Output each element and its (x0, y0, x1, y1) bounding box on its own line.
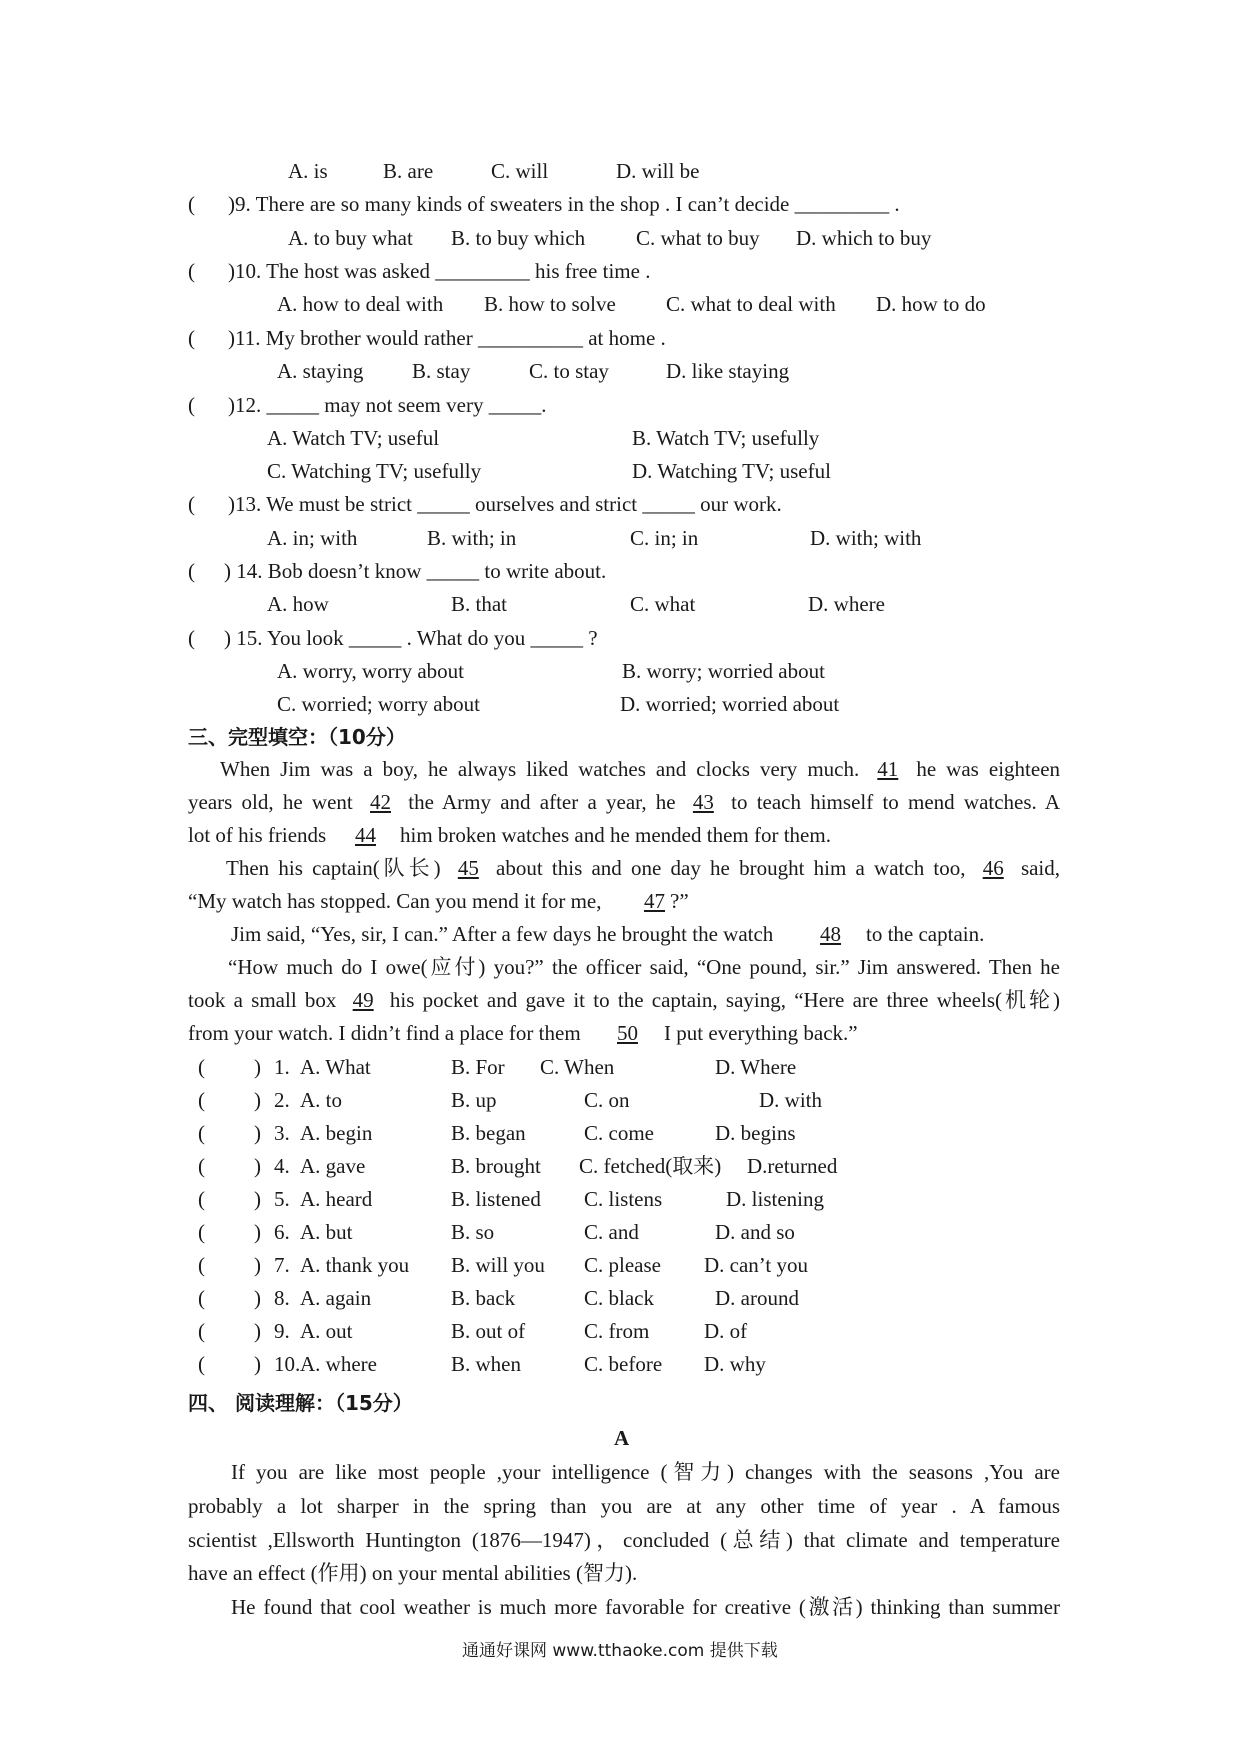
answer-paren[interactable]: ( (188, 326, 195, 350)
reading-paragraph-line: He found that cool weather is much more favorable for creative (激活) thinking than summer (231, 1595, 1060, 1619)
footer-text: 通通好课网 www.tthaoke.com 提供下载 (462, 1641, 778, 1661)
item-number: 7. (274, 1253, 290, 1277)
option: C. please (584, 1253, 661, 1277)
question-stem: )9. There are so many kinds of sweaters in the shop . I can’t decide _________ . (228, 192, 900, 216)
option: B. listened (451, 1187, 541, 1211)
option: C. listens (584, 1187, 663, 1211)
option: B. worry; worried about (622, 659, 825, 683)
option: C. on (584, 1088, 630, 1112)
blank-number: 48 (820, 922, 841, 946)
answer-paren[interactable]: ( (188, 192, 195, 216)
option: C. come (584, 1121, 654, 1145)
answer-paren[interactable]: ( (198, 1154, 205, 1178)
answer-paren[interactable]: ( (198, 1055, 205, 1079)
answer-paren[interactable]: ( (188, 492, 195, 516)
option: C. worried; worry about (277, 692, 480, 716)
item-number: 8. (274, 1286, 290, 1310)
option: A. again (300, 1286, 372, 1310)
option: D. how to do (876, 292, 986, 316)
option: D. with (759, 1088, 822, 1112)
option: B. brought (451, 1154, 541, 1178)
answer-paren[interactable]: ( (188, 259, 195, 283)
answer-paren[interactable]: ( (188, 559, 195, 583)
reading-paragraph-line: probably a lot sharper in the spring than you are at any other time of year . A famous (188, 1494, 1060, 1518)
option: D. where (808, 592, 885, 616)
question-stem: )13. We must be strict _____ ourselves and strict _____ our work. (228, 492, 782, 516)
option: C. in; in (630, 526, 699, 550)
option: C. fetched(取来) (579, 1154, 722, 1178)
option: D. why (704, 1352, 766, 1376)
option: C. black (584, 1286, 654, 1310)
option: A. Watch TV; useful (267, 426, 440, 450)
option: A. in; with (267, 526, 358, 550)
cloze-paragraph-line: Then his captain(队长) 45 about this and one day he brought him a watch too, 46 said, (226, 856, 1061, 880)
option: A. how (267, 592, 329, 616)
answer-paren-close: ) (254, 1088, 261, 1112)
cloze-paragraph-line: took a small box 49 his pocket and gave it to the captain, saying, “Here are three wheels(机轮) (188, 988, 1060, 1012)
option: B. to buy which (451, 226, 586, 250)
option: A. begin (300, 1121, 373, 1145)
option: A. gave (300, 1154, 366, 1178)
blank-number: 44 (355, 823, 376, 847)
option: C. will (491, 159, 549, 183)
option: B. how to solve (484, 292, 616, 316)
option: A. to (300, 1088, 342, 1112)
option: D. like staying (666, 359, 790, 383)
option: A. staying (277, 359, 364, 383)
option: D. Watching TV; useful (632, 459, 831, 483)
option: B. when (451, 1352, 521, 1376)
item-number: 1. (274, 1055, 290, 1079)
item-number: 5. (274, 1187, 290, 1211)
option: A. heard (300, 1187, 373, 1211)
section-heading-text: 四、 阅读理解：（15分） (188, 1391, 413, 1415)
option: B. are (383, 159, 434, 183)
answer-paren[interactable]: ( (198, 1187, 205, 1211)
answer-paren[interactable]: ( (198, 1319, 205, 1343)
option: D. worried; worried about (620, 692, 840, 716)
blank-number: 46 (982, 856, 1004, 880)
item-number: 10. (274, 1352, 301, 1376)
answer-paren-close: ) (254, 1253, 261, 1277)
option: B. began (451, 1121, 526, 1145)
item-number: 3. (274, 1121, 290, 1145)
answer-paren[interactable]: ( (198, 1088, 205, 1112)
option: B. with; in (427, 526, 517, 550)
option: D. around (715, 1286, 799, 1310)
blank-number: 41 (877, 757, 899, 781)
option: D. with; with (810, 526, 922, 550)
question-stem: )11. My brother would rather __________ at home . (228, 326, 666, 350)
option: A. where (300, 1352, 377, 1376)
option: B. back (451, 1286, 516, 1310)
option: B. stay (412, 359, 471, 383)
answer-paren-close: ) (254, 1286, 261, 1310)
blank-number: 45 (457, 856, 479, 880)
answer-paren[interactable]: ( (188, 393, 195, 417)
question-stem: )12. _____ may not seem very _____. (228, 393, 547, 417)
option: D. of (704, 1319, 748, 1343)
option: B. For (451, 1055, 505, 1079)
option: A. out (300, 1319, 353, 1343)
reading-paragraph-line: scientist ,Ellsworth Huntington (1876—1947)，concluded (总结) that climate and temperature (188, 1528, 1060, 1552)
answer-paren[interactable]: ( (198, 1286, 205, 1310)
option: B. up (451, 1088, 497, 1112)
option: A. What (300, 1055, 371, 1079)
option: B. so (451, 1220, 495, 1244)
blank-number: 42 (370, 790, 391, 814)
option: C. When (540, 1055, 615, 1079)
option: D. and so (715, 1220, 795, 1244)
answer-paren[interactable]: ( (198, 1352, 205, 1376)
blank-number: 49 (352, 988, 374, 1012)
cloze-paragraph-line: When Jim was a boy, he always liked watches and clocks very much. 41 he was eighteen (220, 757, 1061, 781)
option: A. thank you (300, 1253, 410, 1277)
section-heading-text: 三、完型填空：（10分） (188, 725, 406, 749)
answer-paren[interactable]: ( (198, 1121, 205, 1145)
option: A. worry, worry about (277, 659, 465, 683)
option: C. what to deal with (666, 292, 836, 316)
option: C. what (630, 592, 696, 616)
answer-paren[interactable]: ( (188, 626, 195, 650)
item-number: 2. (274, 1088, 290, 1112)
option: C. to stay (529, 359, 609, 383)
option: B. will you (451, 1253, 545, 1277)
blank-number: 47 (644, 889, 665, 913)
option: D. Where (715, 1055, 797, 1079)
cloze-paragraph-line: “How much do I owe(应付) you?” the officer said, “One pound, sir.” Jim answered. Then he (228, 955, 1060, 979)
option: B. that (451, 592, 507, 616)
blank-number: 43 (692, 790, 714, 814)
answer-paren-close: ) (254, 1121, 261, 1145)
item-number: 6. (274, 1220, 290, 1244)
exam-page: A. is B. are C. will D. will be ( )9. There are so many kinds of sweaters in the shop . I can’t decide _________ . A. to buy what B. to buy which C. what to buy D. which to buy ( )10. The host was asked _________ his free time . A. how to deal with B. how to solve C. what to deal with D. how to do ( )11. My brother would rather __________ at home . A. staying B. stay C. to stay D. like staying ( )12. _____ may not seem very _____. A. Watch TV; useful B. Watch TV; usefully C. Watching TV; usefully D. Watching TV; useful ( )13. We must be strict _____ ourselves and strict _____ our work. A. in; with B. with; in C. in; in D. with; with ( ) 14. Bob doesn’t know _____ to write about. A. how B. that C. what D. where ( ) 15. You look _____ . What do you _____ ? A. worry, worry about B. worry; worried about C. worried; worry about D. worried; worried about 三、完型填空：（10分） When Jim was a boy, he always liked watches and clocks very much. 41 he was eighteen years old, he went 42 the Army and after a year, he 43 to teach himself to mend watches. A lot of his friends 44 him broken watches and he mended them for them. Then his captain(队长) 45 about this and one day he brought him a watch too, 46 said, “My watch has stopped. Can you mend it for me, 47 ?” Jim said, “Yes, sir, I can.” After a few days he brought the watch 48 to the captain. “How much do I owe(应付) you?” the officer said, “One pound, sir.” Jim answered. Then he took a small box 49 his pocket and gave it to the captain, saying, “Here are three wheels(机轮) from your watch. I didn’t find a place for them 50 I put everything back.” ( ) 1. A. What B. For C. When D. Where ( ) 2. A. to B. up C. on D. with ( ) 3. A. begin B. began C. come D. begins ( ) 4. A. gave B. brought C. fetched(取来) D.returned ( ) 5. A. heard B. listened C. listens D. listening ( ) 6. A. but B. so C. and D. and so ( ) 7. A. thank you B. will you C. please D. can’t you ( ) 8. A. again B. back C. black D. around ( ) 9. A. out B. out of C. from D. of ( ) 10. A. where B. when C. before D. why 四、 阅读理解：（15分） A If you are like most people ,your intelligence (智力) changes with the seasons ,You are probably a lot sharper in the spring than you are at any other time of year . A famous scientist ,Ellsworth Huntington (1876—1947)，concluded (总结) that climate and temperature have an effect (作用) on your mental abilities (智力). He found that cool weather is much more favorable for creative (激活) thinking than summer 通通好课网 www.tthaoke.com 提供下载 (188, 159, 1061, 1661)
option: A. to buy what (288, 226, 413, 250)
answer-paren-close: ) (254, 1187, 261, 1211)
option: C. what to buy (636, 226, 760, 250)
question-stem: ) 14. Bob doesn’t know _____ to write about. (224, 559, 607, 583)
option: A. but (300, 1220, 353, 1244)
option: C. and (584, 1220, 639, 1244)
option: A. is (288, 159, 328, 183)
answer-paren-close: ) (254, 1352, 261, 1376)
option: B. out of (451, 1319, 526, 1343)
answer-paren[interactable]: ( (198, 1253, 205, 1277)
option: D. can’t you (704, 1253, 809, 1277)
option: D. listening (726, 1187, 824, 1211)
option: C. Watching TV; usefully (267, 459, 482, 483)
question-stem: )10. The host was asked _________ his free time . (228, 259, 651, 283)
blank-number: 50 (617, 1021, 638, 1045)
option: A. how to deal with (277, 292, 444, 316)
item-number: 4. (274, 1154, 290, 1178)
answer-paren-close: ) (254, 1154, 261, 1178)
item-number: 9. (274, 1319, 290, 1343)
option: D. will be (616, 159, 700, 183)
answer-paren[interactable]: ( (198, 1220, 205, 1244)
option: D. which to buy (796, 226, 932, 250)
option: B. Watch TV; usefully (632, 426, 820, 450)
answer-paren-close: ) (254, 1055, 261, 1079)
option: C. before (584, 1352, 663, 1376)
cloze-paragraph-line: years old, he went 42 the Army and after a year, he 43 to teach himself to mend watches. A (188, 790, 1061, 814)
option: C. from (584, 1319, 650, 1343)
answer-paren-close: ) (254, 1319, 261, 1343)
reading-paragraph-line: If you are like most people ,your intelligence (智力) changes with the seasons ,You are (231, 1460, 1060, 1484)
option: D.returned (747, 1154, 838, 1178)
question-stem: ) 15. You look _____ . What do you _____ ? (224, 626, 598, 650)
answer-paren-close: ) (254, 1220, 261, 1244)
option: D. begins (715, 1121, 796, 1145)
